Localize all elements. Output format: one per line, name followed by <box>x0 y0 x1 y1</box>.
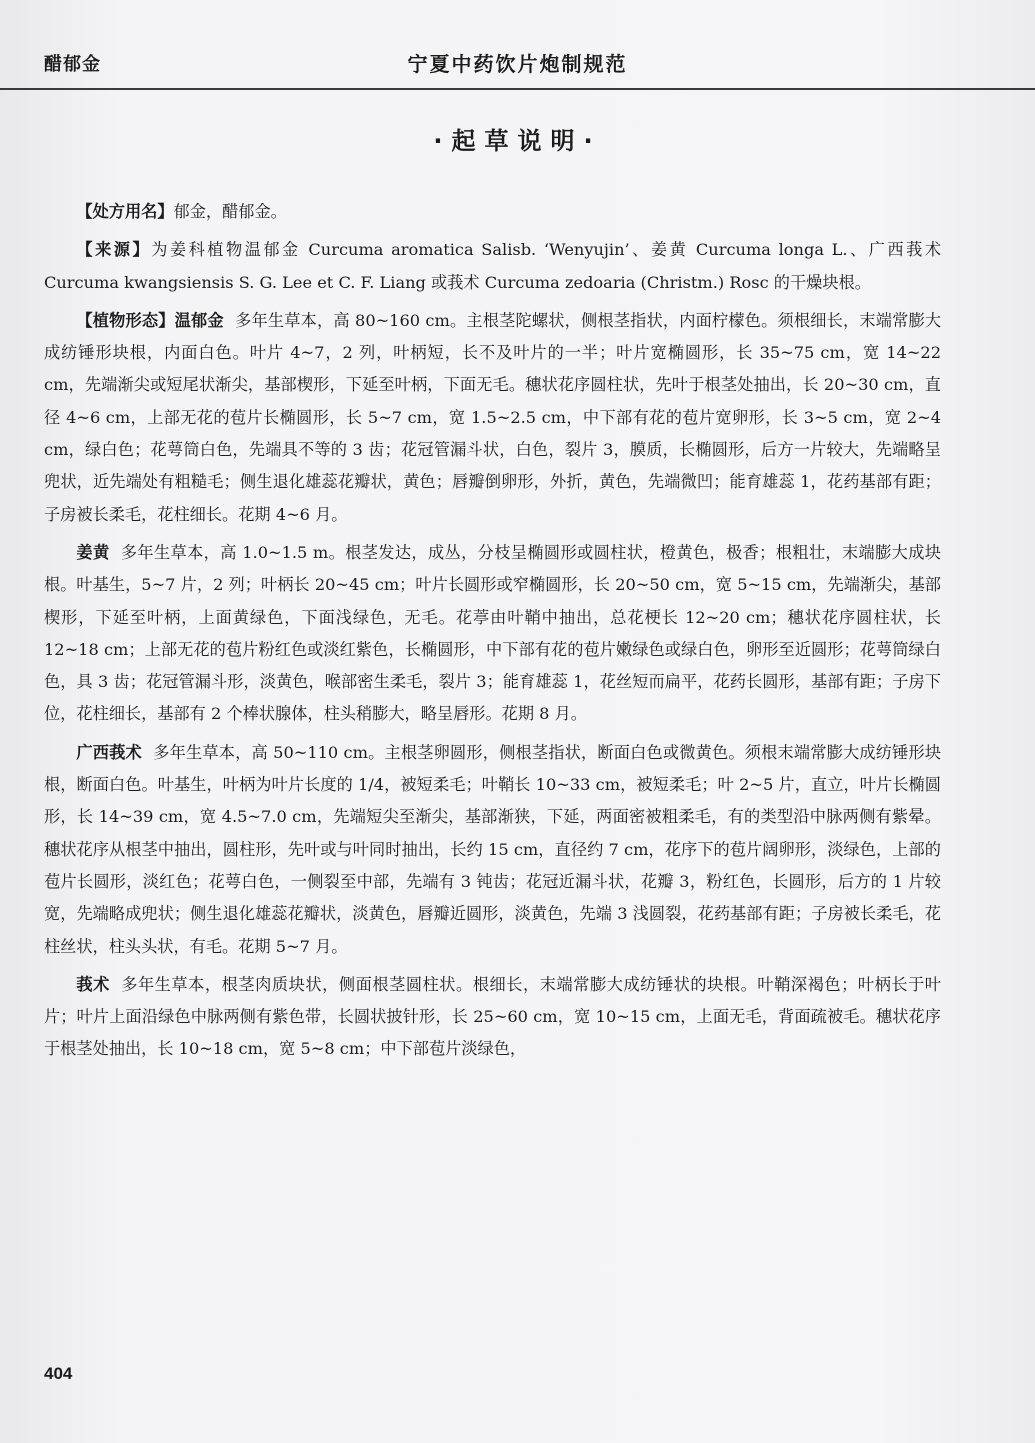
paragraph-plant-morphology <box>44 305 941 531</box>
body-text <box>44 196 941 1072</box>
paragraph-source <box>44 234 941 299</box>
paragraph-ezhu <box>44 969 941 1066</box>
label-prescription-names: 【处方用名】 <box>76 202 174 221</box>
page-number: 404 <box>44 1364 73 1383</box>
text-ezhu: 多年生草本，根茎肉质块状，侧面根茎圆柱状。根细长，末端常膨大成纺锤状的块根。叶鞘深褐色；叶柄长于叶片；叶片上面沿绿色中脉两侧有紫色带，长圆状披针形，长 25~60 cm，宽 10~15 cm，上面无毛，背面疏被毛。穗状花序于根茎处抽出，长 10~18 cm，宽 5~8 cm；中下部苞片淡绿色， <box>44 974 941 1059</box>
header-rule <box>0 88 1035 90</box>
running-head-section: 醋郁金 <box>44 54 101 75</box>
paragraph-guangxi-ezhu <box>44 737 941 963</box>
text-wenyujin: 多年生草本，高 80~160 cm。主根茎陀螺状，侧根茎指状，内面柠檬色。须根细长，末端常膨大成纺锤形块根，内面白色。叶片 4~7，2 列，叶柄短，长不及叶片的一半；叶片宽椭圆形，长 35~75 cm，宽 14~22 cm，先端渐尖或短尾状渐尖，基部楔形，下延至叶柄，下面无毛。穗状花序圆柱状，先叶于根茎处抽出，长 20~30 cm，直径 4~6 cm，上部无花的苞片长椭圆形，长 5~7 cm，宽 1.5~2.5 cm，中下部有花的苞片宽卵形，长 3~5 cm，宽 2~4 cm，绿白色；花萼筒白色，先端具不等的 3 齿；花冠管漏斗状，白色，裂片 3，膜质，长椭圆形，后方一片较大，先端略呈兜状，近先端处有粗糙毛；侧生退化雄蕊花瓣状，黄色；唇瓣倒卵形，外折，黄色，先端微凹；能育雄蕊 1，花药基部有距；子房被长柔毛，花柱细长。花期 4~6 月。 <box>44 310 942 524</box>
text-jianghuang: 多年生草本，高 1.0~1.5 m。根茎发达，成丛，分枝呈椭圆形或圆柱状，橙黄色，极香；根粗壮，末端膨大成块根。叶基生，5~7 片，2 列；叶柄长 20~45 cm；叶片长圆形或窄椭圆形，长 20~50 cm，宽 5~15 cm，先端渐尖，基部楔形，下延至叶柄，上面黄绿色，下面浅绿色，无毛。花葶由叶鞘中抽出，总花梗长 12~20 cm；穗状花序圆柱状，长 12~18 cm；上部无花的苞片粉红色或淡红紫色，长椭圆形，中下部有花的苞片嫩绿色或绿白色，卵形至近圆形；花萼筒绿白色，具 3 齿；花冠管漏斗形，淡黄色，喉部密生柔毛，裂片 3；能育雄蕊 1，花丝短而扁平，花药长圆形，基部有距；子房下位，花柱细长，基部有 2 个棒状腺体，柱头稍膨大，略呈唇形。花期 8 月。 <box>44 542 941 724</box>
section-title: ·起草说明· <box>433 127 602 155</box>
running-head-book-title: 宁夏中药饮片炮制规范 <box>407 52 628 76</box>
label-ezhu: 莪术 <box>76 974 110 994</box>
paragraph-jianghuang <box>44 537 941 731</box>
label-source: 【来源】 <box>76 240 152 260</box>
text-source: 为姜科植物温郁金 Curcuma aromatica Salisb. ‘Wenyujin’、姜黄 Curcuma longa L.、广西莪术 Curcuma kwangsiensis S. G. Lee et C. F. Liang 或莪术 Curcuma zedoaria (Christm.) Rosc 的干燥块根。 <box>44 240 942 292</box>
label-jianghuang: 姜黄 <box>76 542 110 562</box>
paragraph-prescription-names <box>44 196 941 228</box>
running-head <box>0 0 1035 90</box>
label-guangxi-ezhu: 广西莪术 <box>76 742 142 762</box>
text-prescription-names: 郁金，醋郁金。 <box>173 202 287 221</box>
text-guangxi-ezhu: 多年生草本，高 50~110 cm。主根茎卵圆形，侧根茎指状，断面白色或微黄色。须根末端常膨大成纺锤形块根，断面白色。叶基生，叶柄为叶片长度的 1/4，被短柔毛；叶鞘长 10~33 cm，被短柔毛；叶 2~5 片，直立，叶片长椭圆形，长 14~39 cm，宽 4.5~7.0 cm，先端短尖至渐尖，基部渐狭，下延，两面密被粗柔毛，有的类型沿中脉两侧有紫晕。穗状花序从根茎中抽出，圆柱形，先叶或与叶同时抽出，长约 15 cm，直径约 7 cm，花序下的苞片阔卵形，淡绿色，上部的苞片长圆形，淡红色；花萼白色，一侧裂至中部，先端有 3 钝齿；花冠近漏斗状，花瓣 3，粉红色，长圆形，后方的 1 片较宽，先端略成兜状；侧生退化雄蕊花瓣状，淡黄色，唇瓣近圆形，淡黄色，先端 3 浅圆裂，花药基部有距；子房被长柔毛，花柱丝状，柱头头状，有毛。花期 5~7 月。 <box>44 742 942 956</box>
label-plant-morphology: 【植物形态】温郁金 <box>76 310 224 330</box>
